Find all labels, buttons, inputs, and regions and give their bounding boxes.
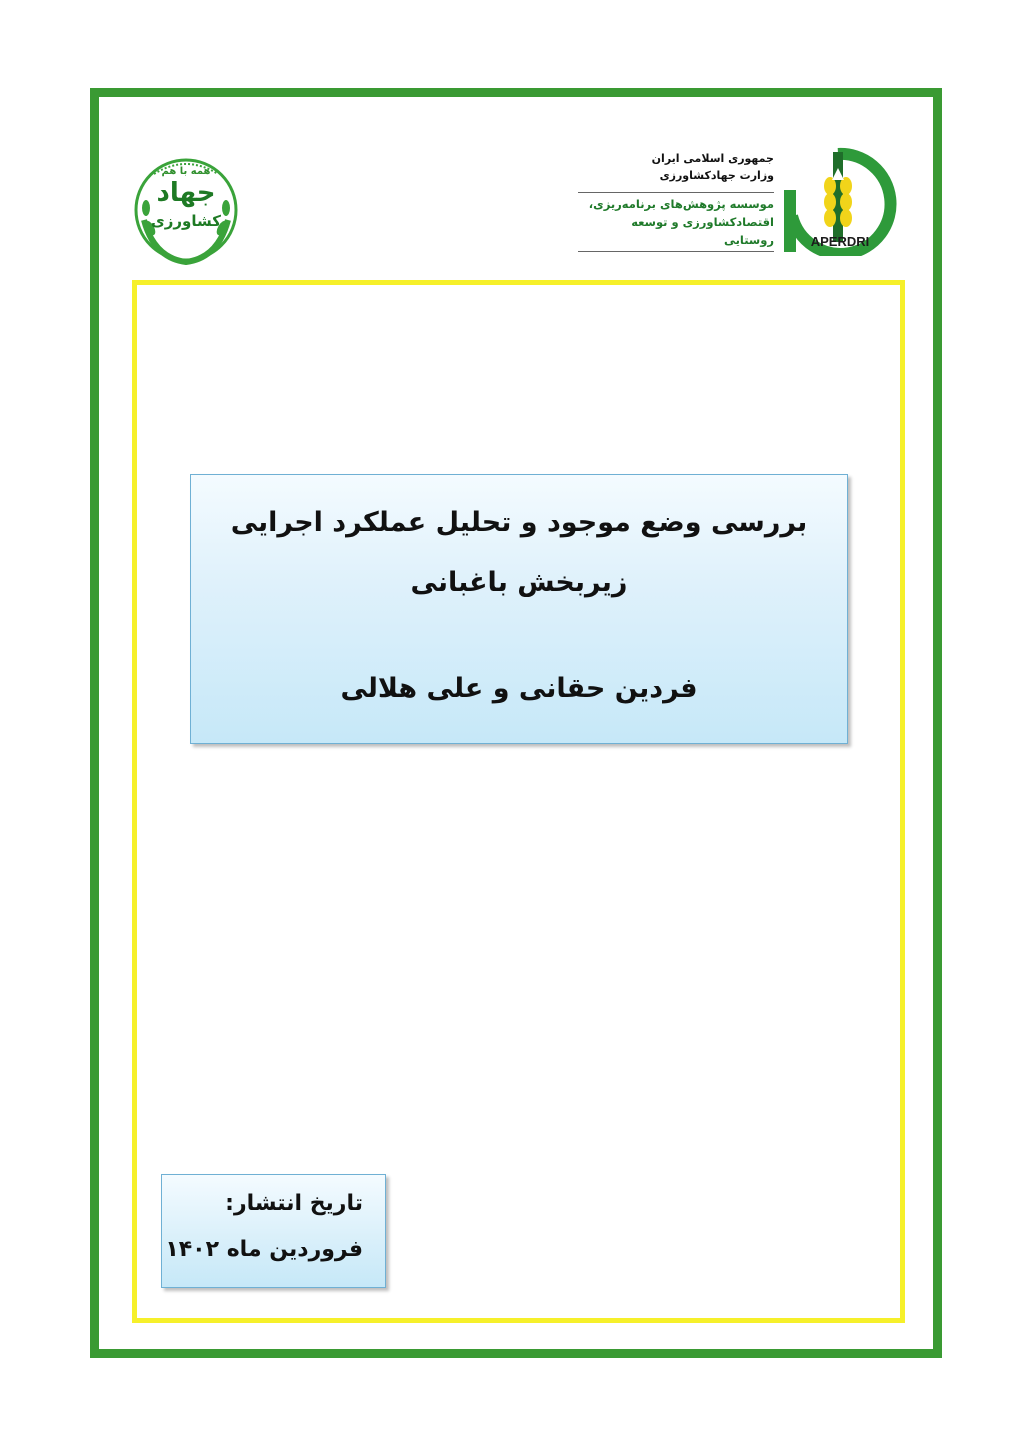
ministry-header	[578, 150, 774, 252]
ministry-line-1: جمهوری اسلامی ایران	[651, 152, 774, 165]
report-authors: فردین حقانی و علی هلالی	[340, 673, 698, 704]
publication-date-label: تاریخ انتشار:	[225, 1191, 363, 1216]
ministry-line-2: وزارت جهادکشاورزی	[659, 169, 774, 182]
report-title-line-2: زیربخش باغبانی	[410, 567, 628, 598]
report-title-line-1: بررسی وضع موجود و تحلیل عملکرد اجرایی	[230, 507, 808, 538]
jihad-logo-tagline: همه با هم	[161, 166, 211, 177]
institute-line-1: موسسه پژوهش‌های برنامه‌ریزی،	[578, 192, 774, 213]
publication-date-box	[161, 1174, 386, 1288]
title-box	[190, 474, 848, 744]
aperdri-label: APERDRI	[810, 234, 870, 249]
jihad-logo-sub: کشاورزی	[151, 212, 221, 230]
institute-line-2: اقتصادکشاورزی و توسعه روستایی	[578, 213, 774, 252]
publication-date-value: فروردین ماه ۱۴۰۲	[165, 1237, 363, 1262]
page-border-yellow	[132, 280, 905, 1323]
jihad-logo-main: جهاد	[156, 178, 216, 208]
